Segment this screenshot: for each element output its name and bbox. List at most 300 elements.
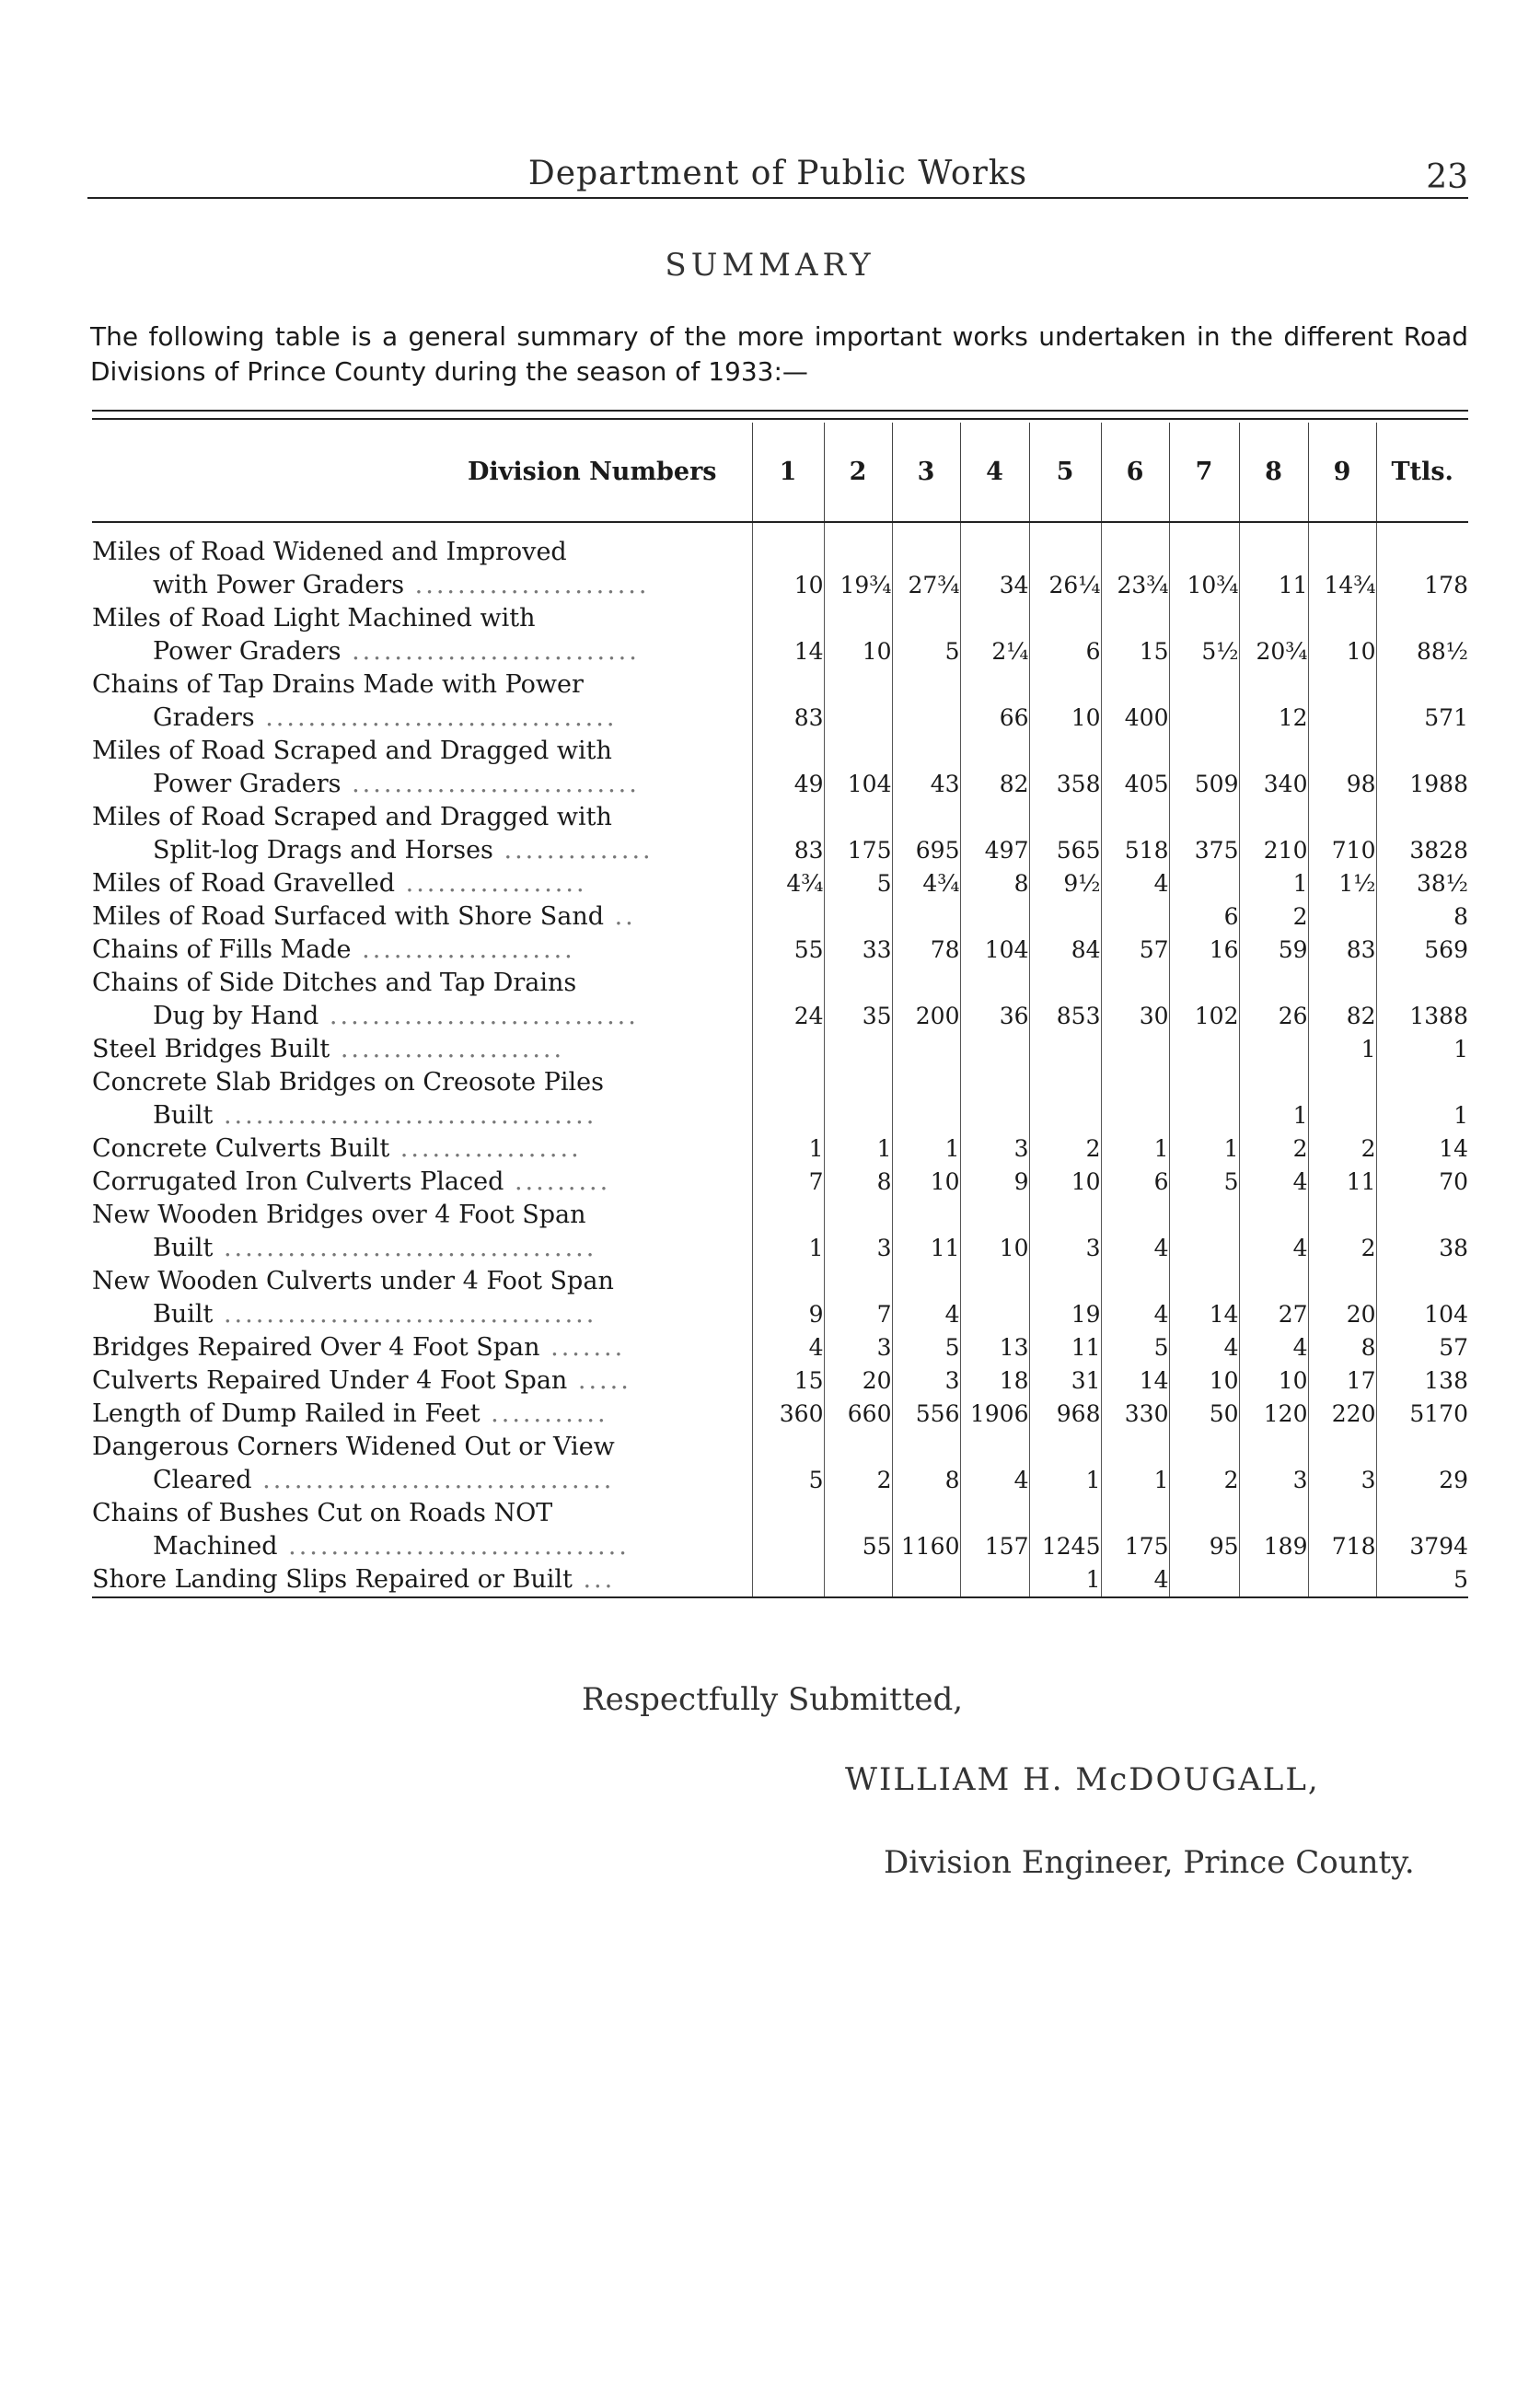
table-row [92,801,1468,834]
value-cell [1239,1033,1308,1066]
value-cell [824,1099,892,1132]
value-cell [824,1431,892,1464]
value-cell [752,668,824,702]
value-cell: 2 [1308,1132,1376,1166]
value-cell [1101,1497,1169,1530]
value-cell: 565 [1029,834,1101,867]
value-cell [960,1033,1029,1066]
value-cell [960,801,1029,834]
value-cell: 3 [1308,1464,1376,1497]
value-cell [892,1199,960,1232]
value-cell [1169,602,1239,635]
value-cell: 78 [892,934,960,967]
row-label: Miles of Road Widened and Improved [92,538,567,566]
value-cell: 83 [752,702,824,735]
value-cell [752,1265,824,1298]
value-cell: 1 [1029,1563,1101,1597]
value-cell: 10 [1169,1364,1239,1398]
value-cell [892,900,960,934]
value-cell [1308,536,1376,569]
row-label: Split-log Drags and Horses .............. [153,836,654,865]
value-cell [1101,1099,1169,1132]
value-cell: 34 [960,569,1029,602]
value-cell [824,1066,892,1099]
table-row [92,1066,1468,1099]
value-cell [1169,1099,1239,1132]
row-label: Chains of Side Ditches and Tap Drains [92,969,577,997]
value-cell [1101,1265,1169,1298]
value-cell: 19 [1029,1298,1101,1331]
table-row [92,1398,1468,1431]
total-cell: 5 [1376,1563,1468,1597]
value-cell: 556 [892,1398,960,1431]
value-cell [824,967,892,1000]
value-cell [960,1199,1029,1232]
table-row [92,900,1468,934]
value-cell: 59 [1239,934,1308,967]
value-cell: 26 [1239,1000,1308,1033]
value-cell: 27 [1239,1298,1308,1331]
value-cell: 11 [1029,1331,1101,1364]
value-cell [1169,801,1239,834]
value-cell [1029,967,1101,1000]
value-cell [1029,1066,1101,1099]
table-row [92,1099,1468,1132]
value-cell [1308,1066,1376,1099]
value-cell: 175 [824,834,892,867]
value-cell: 5 [824,867,892,900]
value-cell: 710 [1308,834,1376,867]
table-header-row [92,423,1468,522]
row-label: Chains of Bushes Cut on Roads NOT [92,1499,553,1527]
row-label: Power Graders ........................... [153,770,640,798]
total-cell [1376,1066,1468,1099]
value-cell: 10 [752,569,824,602]
value-cell: 14 [1101,1364,1169,1398]
value-cell: 17 [1308,1364,1376,1398]
value-cell: 1 [892,1132,960,1166]
value-cell: 7 [824,1298,892,1331]
value-cell: 358 [1029,768,1101,801]
value-cell: 340 [1239,768,1308,801]
value-cell: 5 [1169,1166,1239,1199]
column-header-7: 7 [1169,423,1239,522]
row-label: Built ................................... [153,1101,597,1130]
value-cell [892,967,960,1000]
value-cell [892,1431,960,1464]
row-label: Built ................................... [153,1234,597,1262]
value-cell: 18 [960,1364,1029,1398]
value-cell [824,602,892,635]
value-cell [824,735,892,768]
value-cell: 24 [752,1000,824,1033]
row-label: Built ................................... [153,1300,597,1329]
value-cell [752,1497,824,1530]
value-cell: 3 [892,1364,960,1398]
value-cell [824,900,892,934]
total-cell: 104 [1376,1298,1468,1331]
row-label: Dangerous Corners Widened Out or View [92,1433,615,1461]
total-cell: 88½ [1376,635,1468,668]
value-cell: 4 [892,1298,960,1331]
value-cell: 10 [1029,1166,1101,1199]
row-label: Dug by Hand ............................. [153,1002,639,1030]
total-cell: 569 [1376,934,1468,967]
value-cell: 853 [1029,1000,1101,1033]
table-row [92,1166,1468,1199]
value-cell: 27¾ [892,569,960,602]
value-cell [1101,602,1169,635]
value-cell: 15 [752,1364,824,1398]
value-cell [892,1033,960,1066]
value-cell: 2 [1029,1132,1101,1166]
value-cell [892,735,960,768]
value-cell [1239,967,1308,1000]
value-cell [892,1563,960,1597]
value-cell [1308,900,1376,934]
value-cell: 4¾ [752,867,824,900]
value-cell: 5 [752,1464,824,1497]
column-header-2: 2 [824,423,892,522]
value-cell [960,536,1029,569]
value-cell [1239,1497,1308,1530]
value-cell [892,1099,960,1132]
total-cell: 1388 [1376,1000,1468,1033]
value-cell: 13 [960,1331,1029,1364]
value-cell [752,900,824,934]
value-cell: 98 [1308,768,1376,801]
table-row [92,1331,1468,1364]
value-cell [1101,967,1169,1000]
row-label: Shore Landing Slips Repaired or Built ... [92,1563,752,1597]
value-cell: 8 [960,867,1029,900]
value-cell [960,668,1029,702]
value-cell: 104 [960,934,1029,967]
value-cell: 220 [1308,1398,1376,1431]
value-cell: 1906 [960,1398,1029,1431]
total-cell: 5170 [1376,1398,1468,1431]
value-cell: 1160 [892,1530,960,1563]
value-cell: 1½ [1308,867,1376,900]
value-cell [1101,1199,1169,1232]
total-cell: 571 [1376,702,1468,735]
value-cell [1169,668,1239,702]
row-label: Miles of Road Gravelled ................. [92,869,587,898]
value-cell: 2 [1239,900,1308,934]
value-cell [752,967,824,1000]
total-cell [1376,602,1468,635]
value-cell: 4 [1239,1331,1308,1364]
table-row [92,735,1468,768]
value-cell [824,801,892,834]
value-cell [1029,1265,1101,1298]
total-cell: 29 [1376,1464,1468,1497]
value-cell: 4 [1239,1232,1308,1265]
value-cell [824,668,892,702]
value-cell [752,1563,824,1597]
column-header-4: 4 [960,423,1029,522]
value-cell [824,1265,892,1298]
value-cell [960,1497,1029,1530]
value-cell [892,536,960,569]
value-cell: 4 [752,1331,824,1364]
value-cell [1308,1265,1376,1298]
signature-closing: Respectfully Submitted, [582,1681,964,1718]
value-cell [1308,602,1376,635]
value-cell [892,801,960,834]
table-row [92,1431,1468,1464]
value-cell: 31 [1029,1364,1101,1398]
value-cell: 10 [960,1232,1029,1265]
value-cell: 11 [1308,1166,1376,1199]
row-label: Machined ................................ [153,1532,630,1561]
value-cell [1029,801,1101,834]
value-cell: 14 [752,635,824,668]
value-cell: 4 [960,1464,1029,1497]
header-rule [87,197,1468,199]
table-row [92,1199,1468,1232]
value-cell [1101,1431,1169,1464]
value-cell: 5½ [1169,635,1239,668]
value-cell: 157 [960,1530,1029,1563]
value-cell [1239,602,1308,635]
value-cell: 497 [960,834,1029,867]
value-cell [1169,536,1239,569]
value-cell [1169,1199,1239,1232]
value-cell: 26¼ [1029,569,1101,602]
value-cell [1029,1431,1101,1464]
value-cell [960,1099,1029,1132]
value-cell [1029,602,1101,635]
value-cell [752,801,824,834]
signature-name: WILLIAM H. McDOUGALL, [845,1761,1320,1798]
value-cell: 718 [1308,1530,1376,1563]
value-cell: 49 [752,768,824,801]
total-cell: 14 [1376,1132,1468,1166]
value-cell [1169,1033,1239,1066]
table-row [92,934,1468,967]
value-cell: 10 [1239,1364,1308,1398]
value-cell: 2 [1308,1232,1376,1265]
value-cell: 4 [1101,1232,1169,1265]
row-label: Concrete Slab Bridges on Creosote Piles [92,1068,605,1097]
table-row [92,1364,1468,1398]
value-cell: 82 [1308,1000,1376,1033]
table-spacer-row [92,522,1468,536]
table-row [92,536,1468,569]
value-cell [752,602,824,635]
value-cell: 3 [1239,1464,1308,1497]
value-cell: 16 [1169,934,1239,967]
value-cell: 1 [1029,1464,1101,1497]
value-cell [752,735,824,768]
total-cell [1376,801,1468,834]
total-cell [1376,967,1468,1000]
column-header-1: 1 [752,423,824,522]
value-cell: 3 [1029,1232,1101,1265]
total-cell: 178 [1376,569,1468,602]
value-cell: 12 [1239,702,1308,735]
value-cell [752,1066,824,1099]
value-cell [1308,967,1376,1000]
value-cell [892,1497,960,1530]
value-cell [1101,900,1169,934]
value-cell [1029,900,1101,934]
column-header-totals: Ttls. [1376,423,1468,522]
value-cell: 3 [824,1331,892,1364]
value-cell: 968 [1029,1398,1101,1431]
value-cell: 95 [1169,1530,1239,1563]
value-cell: 1 [1101,1132,1169,1166]
table-row [92,668,1468,702]
row-label: Miles of Road Surfaced with Shore Sand .. [92,902,636,931]
value-cell: 14¾ [1308,569,1376,602]
table-row [92,1563,1468,1597]
value-cell: 6 [1101,1166,1169,1199]
value-cell: 120 [1239,1398,1308,1431]
column-header-6: 6 [1101,423,1169,522]
value-cell: 2 [1169,1464,1239,1497]
value-cell [1169,1563,1239,1597]
value-cell: 84 [1029,934,1101,967]
value-cell: 5 [892,1331,960,1364]
value-cell [1308,735,1376,768]
value-cell: 518 [1101,834,1169,867]
value-cell [1101,735,1169,768]
value-cell: 1 [752,1232,824,1265]
column-header-9: 9 [1308,423,1376,522]
value-cell [1308,1563,1376,1597]
table-row [92,1265,1468,1298]
value-cell [960,602,1029,635]
value-cell: 3 [824,1232,892,1265]
value-cell [752,536,824,569]
value-cell: 20 [1308,1298,1376,1331]
value-cell: 4 [1101,1563,1169,1597]
value-cell [752,1033,824,1066]
value-cell [1169,1066,1239,1099]
value-cell [960,1563,1029,1597]
value-cell [1308,1199,1376,1232]
value-cell [960,900,1029,934]
table-row [92,1530,1468,1563]
value-cell: 43 [892,768,960,801]
row-label: Graders ................................. [153,703,618,732]
value-cell: 20 [824,1364,892,1398]
section-heading: SUMMARY [665,247,875,284]
table-row [92,768,1468,801]
summary-table [92,423,1468,1598]
value-cell [1308,1099,1376,1132]
total-cell: 38 [1376,1232,1468,1265]
value-cell [1169,1232,1239,1265]
value-cell: 20¾ [1239,635,1308,668]
value-cell [1239,735,1308,768]
value-cell: 375 [1169,834,1239,867]
value-cell [1169,1497,1239,1530]
value-cell [752,1099,824,1132]
value-cell [960,967,1029,1000]
value-cell [892,1066,960,1099]
value-cell: 104 [824,768,892,801]
value-cell: 55 [824,1530,892,1563]
total-cell: 1 [1376,1099,1468,1132]
row-label: Chains of Tap Drains Made with Power [92,670,584,699]
value-cell [1101,1033,1169,1066]
intro-paragraph: The following table is a general summary of the more important works undertaken in the different Road Divisions of Prince County during the season of 1933:— [90,321,1468,387]
page-number: 23 [1426,158,1468,196]
value-cell: 189 [1239,1530,1308,1563]
value-cell [1029,536,1101,569]
value-cell [960,1298,1029,1331]
value-cell: 8 [1308,1331,1376,1364]
value-cell: 330 [1101,1398,1169,1431]
value-cell: 8 [824,1166,892,1199]
value-cell [1308,668,1376,702]
column-header-label: Division Numbers [92,423,752,522]
value-cell: 400 [1101,702,1169,735]
table-row [92,1033,1468,1066]
total-cell: 1 [1376,1033,1468,1066]
table-row [92,1232,1468,1265]
value-cell [960,1431,1029,1464]
value-cell: 83 [1308,934,1376,967]
value-cell: 11 [892,1232,960,1265]
value-cell: 2 [824,1464,892,1497]
value-cell: 1245 [1029,1530,1101,1563]
value-cell: 3 [960,1132,1029,1166]
table-row [92,1132,1468,1166]
value-cell: 82 [960,768,1029,801]
value-cell: 11 [1239,569,1308,602]
value-cell [1101,801,1169,834]
value-cell: 1 [1239,867,1308,900]
value-cell [960,735,1029,768]
row-label: Cleared ................................. [153,1466,615,1494]
value-cell [752,1199,824,1232]
row-label: Miles of Road Scraped and Dragged with [92,737,612,765]
value-cell [1169,735,1239,768]
row-label: Length of Dump Railed in Feet ........... [92,1399,608,1428]
value-cell [892,668,960,702]
value-cell: 175 [1101,1530,1169,1563]
value-cell [824,1497,892,1530]
value-cell: 2¼ [960,635,1029,668]
value-cell [1169,1431,1239,1464]
value-cell: 5 [1101,1331,1169,1364]
value-cell [1029,735,1101,768]
value-cell: 9½ [1029,867,1101,900]
row-label: New Wooden Culverts under 4 Foot Span [92,1267,614,1295]
value-cell: 9 [960,1166,1029,1199]
value-cell [1169,702,1239,735]
value-cell: 83 [752,834,824,867]
total-cell: 57 [1376,1331,1468,1364]
total-cell [1376,735,1468,768]
value-cell: 50 [1169,1398,1239,1431]
total-cell [1376,1497,1468,1530]
row-label: Steel Bridges Built ..................... [92,1035,565,1063]
value-cell [892,702,960,735]
column-header-5: 5 [1029,423,1101,522]
value-cell [1101,668,1169,702]
value-cell: 695 [892,834,960,867]
value-cell: 30 [1101,1000,1169,1033]
value-cell: 405 [1101,768,1169,801]
total-cell [1376,1431,1468,1464]
value-cell [1239,1265,1308,1298]
value-cell: 19¾ [824,569,892,602]
